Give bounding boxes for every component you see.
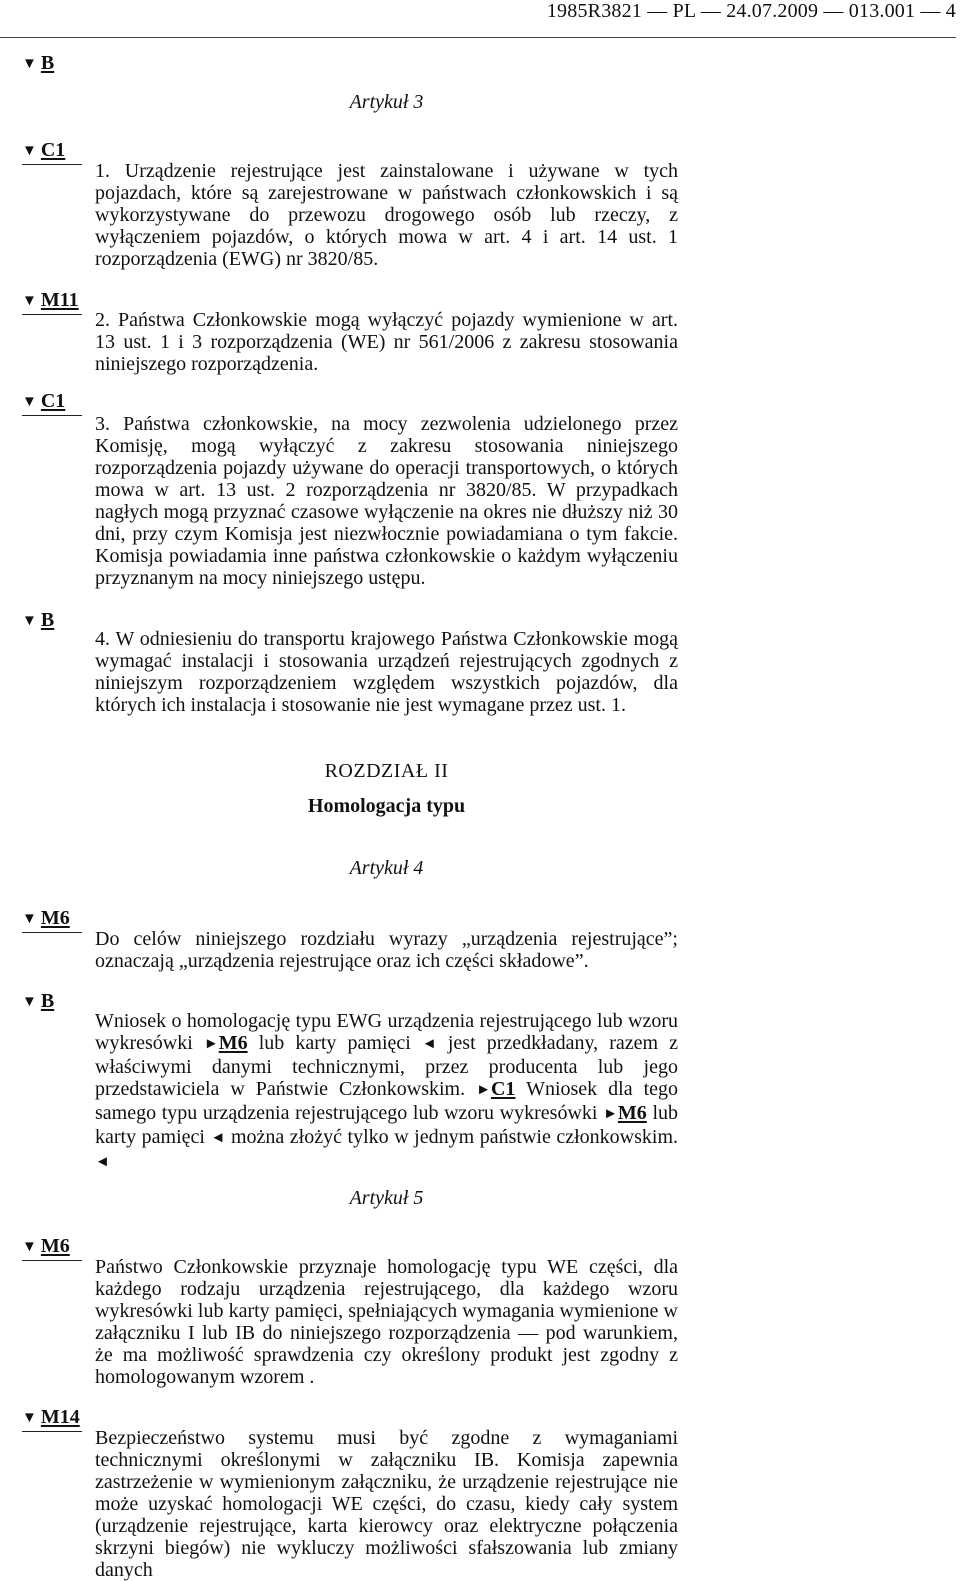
article-5-paragraph-2: Bezpieczeństwo systemu musi być zgodne z wymaganiami technicznymi określonymi w załączniku IB. Komisja zapewnia zastrzeżenie w wymienionym załączniku, że urządzenie rejestrujące nie może uzyskać homologacji WE części, do czasu, kiedy cały system (urządzenie rejestrujące, karta kierowcy oraz elektryczne połączenia skrzyni biegów) nie wykluczy możliwości sfałszowania lub zmiany danych [95, 1427, 678, 1581]
down-triangle-icon: ▼ [22, 1239, 37, 1255]
amendment-marker-b-3: ▼ B [22, 990, 55, 1012]
amendment-end-arrow-icon: ◄ [210, 1130, 226, 1146]
amendment-marker-m6: ▼ M6 [22, 907, 82, 933]
article-3-paragraph-3: 3. Państwa członkowskie, na mocy zezwolenia udzielonego przez Komisję, mogą wyłączyć z zakresu stosowania niniejszego rozporządzenia pojazdy używane do operacji transportowych, o których mowa w art. 13 ust. 2 rozporządzenia nr 3820/85. W przypadkach nagłych mogą przyznać czasowe wyłączenie na okres nie dłuższy niż 30 dni, przy czym Komisja jest niezwłocznie powiadamiana o tym fakcie. Komisja powiadamia inne państwa członkowskie o każdym wyłączeniu przyznanym na mocy niniejszego ustępu. [95, 413, 678, 589]
amendment-start-arrow-icon: ► [476, 1082, 491, 1098]
article-5-title: Artykuł 5 [349, 1187, 424, 1209]
amendment-end-arrow-icon: ◄ [421, 1036, 437, 1052]
amendment-ref-m6-2[interactable]: M6 [617, 1102, 647, 1124]
article-5-paragraph-1: Państwo Członkowskie przyznaje homologację typu WE części, dla każdego rodzaju urządzenia rejestrującego, dla każdego wzoru wykresówki lub karty pamięci, spełniających wymagania wymienione w załączniku I lub IB do niniejszego rozporządzenia — pod warunkiem, że ma możliwość sprawdzenia czy określony produkt jest zgodny z homologowanym wzorem . [95, 1256, 678, 1388]
down-triangle-icon: ▼ [22, 613, 37, 629]
amendment-ref-c1[interactable]: C1 [490, 1078, 516, 1100]
article-3-title: Artykuł 3 [349, 91, 424, 113]
header-rule [0, 37, 956, 38]
amendment-marker-c1-2: ▼ C1 [22, 390, 82, 416]
down-triangle-icon: ▼ [22, 56, 37, 72]
amendment-marker-m11: ▼ M11 [22, 289, 82, 315]
article-3-paragraph-1: 1. Urządzenie rejestrujące jest zainstalowane i używane w tych pojazdach, które są zarejestrowane w państwach członkowskich i są wykorzystywane do przewozu drogowego osób lub rzeczy, z wyłączeniem pojazdów, o których mowa w art. 4 i art. 14 ust. 1 rozporządzenia (EWG) nr 3820/85. [95, 160, 678, 270]
down-triangle-icon: ▼ [22, 994, 37, 1010]
down-triangle-icon: ▼ [22, 143, 37, 159]
article-4-paragraph-1: Do celów niniejszego rozdziału wyrazy „urządzenia rejestrujące”; oznaczają „urządzenia rejestrujące oraz ich części składowe”. [95, 928, 678, 972]
amendment-start-arrow-icon: ► [203, 1036, 219, 1052]
down-triangle-icon: ▼ [22, 394, 37, 410]
amendment-end-arrow-icon: ◄ [95, 1154, 110, 1170]
chapter-title: Homologacja typu [307, 795, 466, 817]
running-header: 1985R3821 — PL — 24.07.2009 — 013.001 — 4 [546, 0, 956, 22]
article-4-title: Artykuł 4 [349, 857, 424, 879]
amendment-marker-b: ▼ B [22, 52, 55, 74]
down-triangle-icon: ▼ [22, 911, 37, 927]
chapter-label: ROZDZIAŁ II [324, 760, 449, 782]
article-3-paragraph-2: 2. Państwa Członkowskie mogą wyłączyć pojazdy wymienione w art. 13 ust. 1 i 3 rozporządzenia (WE) nr 561/2006 z zakresu stosowania niniejszego rozporządzenia. [95, 309, 678, 375]
article-4-paragraph-2: Wniosek o homologację typu EWG urządzenia rejestrującego lub wzoru wykresówki ►M6 lub karty pamięci ◄ jest przedkładany, razem z właściwymi danymi technicznymi, przez producenta lub jego przedstawiciela w Państwie Członkowskim. ►C1 Wniosek dla tego samego typu urządzenia rejestrującego lub wzoru wykresówki ►M6 lub karty pamięci ◄ można złożyć tylko w jednym państwie członkowskim. ◄ [95, 1010, 679, 1170]
amendment-ref-m6[interactable]: M6 [218, 1032, 248, 1054]
article-3-paragraph-4: 4. W odniesieniu do transportu krajowego Państwa Członkowskie mogą wymagać instalacji i stosowania urządzeń rejestrujących zgodnych z niniejszym rozporządzeniem względem wszystkich pojazdów, dla których ich instalacja i stosowanie nie jest wymagane przez ust. 1. [95, 628, 678, 716]
amendment-marker-b-2: ▼ B [22, 609, 55, 631]
amendment-marker-m14: ▼ M14 [22, 1406, 82, 1432]
down-triangle-icon: ▼ [22, 1410, 37, 1426]
amendment-marker-m6-2: ▼ M6 [22, 1235, 82, 1261]
down-triangle-icon: ▼ [22, 293, 37, 309]
amendment-marker-c1: ▼ C1 [22, 139, 82, 165]
amendment-start-arrow-icon: ► [603, 1106, 618, 1122]
